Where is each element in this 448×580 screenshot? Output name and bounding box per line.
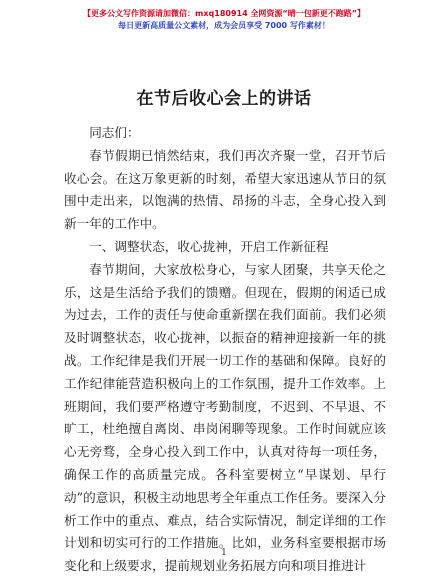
banner-line-promo: 【更多公文写作资源请加微信：mxq180914 全网资源“晴一包新更不跑路”】: [83, 9, 365, 18]
top-banner: [0, 8, 448, 32]
paragraph-section-1: 春节期间，大家放松身心，与家人团聚，共享天伦之乐，这是生活给予我们的馈赠。但现在，假期的闲适已成为过去，工作的责任与使命重新摆在我们面前。我们必须及时调整状态，收心拢神，以振奋的精神迎接新一年的挑战。工作纪律是我们开展一切工作的基础和保障。良好的工作纪律能营造积极向上的工作氛围，提升工作效率。上班期间，我们要严格遵守考勤制度，不迟到、不早退、不旷工，杜绝擅自离岗、串岗闲聊等现象。工作时间就应该心无旁骛，全身心投入到工作中，认真对待每一项任务，确保工作的高质量完成。各科室要树立“早谋划、早行动”的意识，积极主动地思考全年重点工作任务。要深入分析工作中的重点、难点，结合实际情况，制定详细的工作计划和切实可行的工作措施。比如，业务科室要根据市场变化和上级要求，提前规划业务拓展方向和项目推进计: [64, 261, 386, 574]
section-heading-1: 一、调整状态，收心拢神，开启工作新征程: [89, 238, 329, 254]
document-body: [64, 122, 386, 578]
banner-line-membership: 每日更新高质量公文素材，成为会员享受 7000 写作素材！: [118, 21, 330, 30]
paragraph-intro: 春节假期已悄然结束，我们再次齐聚一堂，召开节后收心会。在这万象更新的时刻，希望大家迅速从节日的氛围中走出来，以饱满的热情、昂扬的斗志，全身心投入到新一年的工作中。: [64, 147, 386, 232]
page-number: 1: [221, 548, 227, 558]
document-title: 在节后收心会上的讲话: [136, 89, 312, 109]
salutation: 同志们：: [89, 125, 140, 140]
